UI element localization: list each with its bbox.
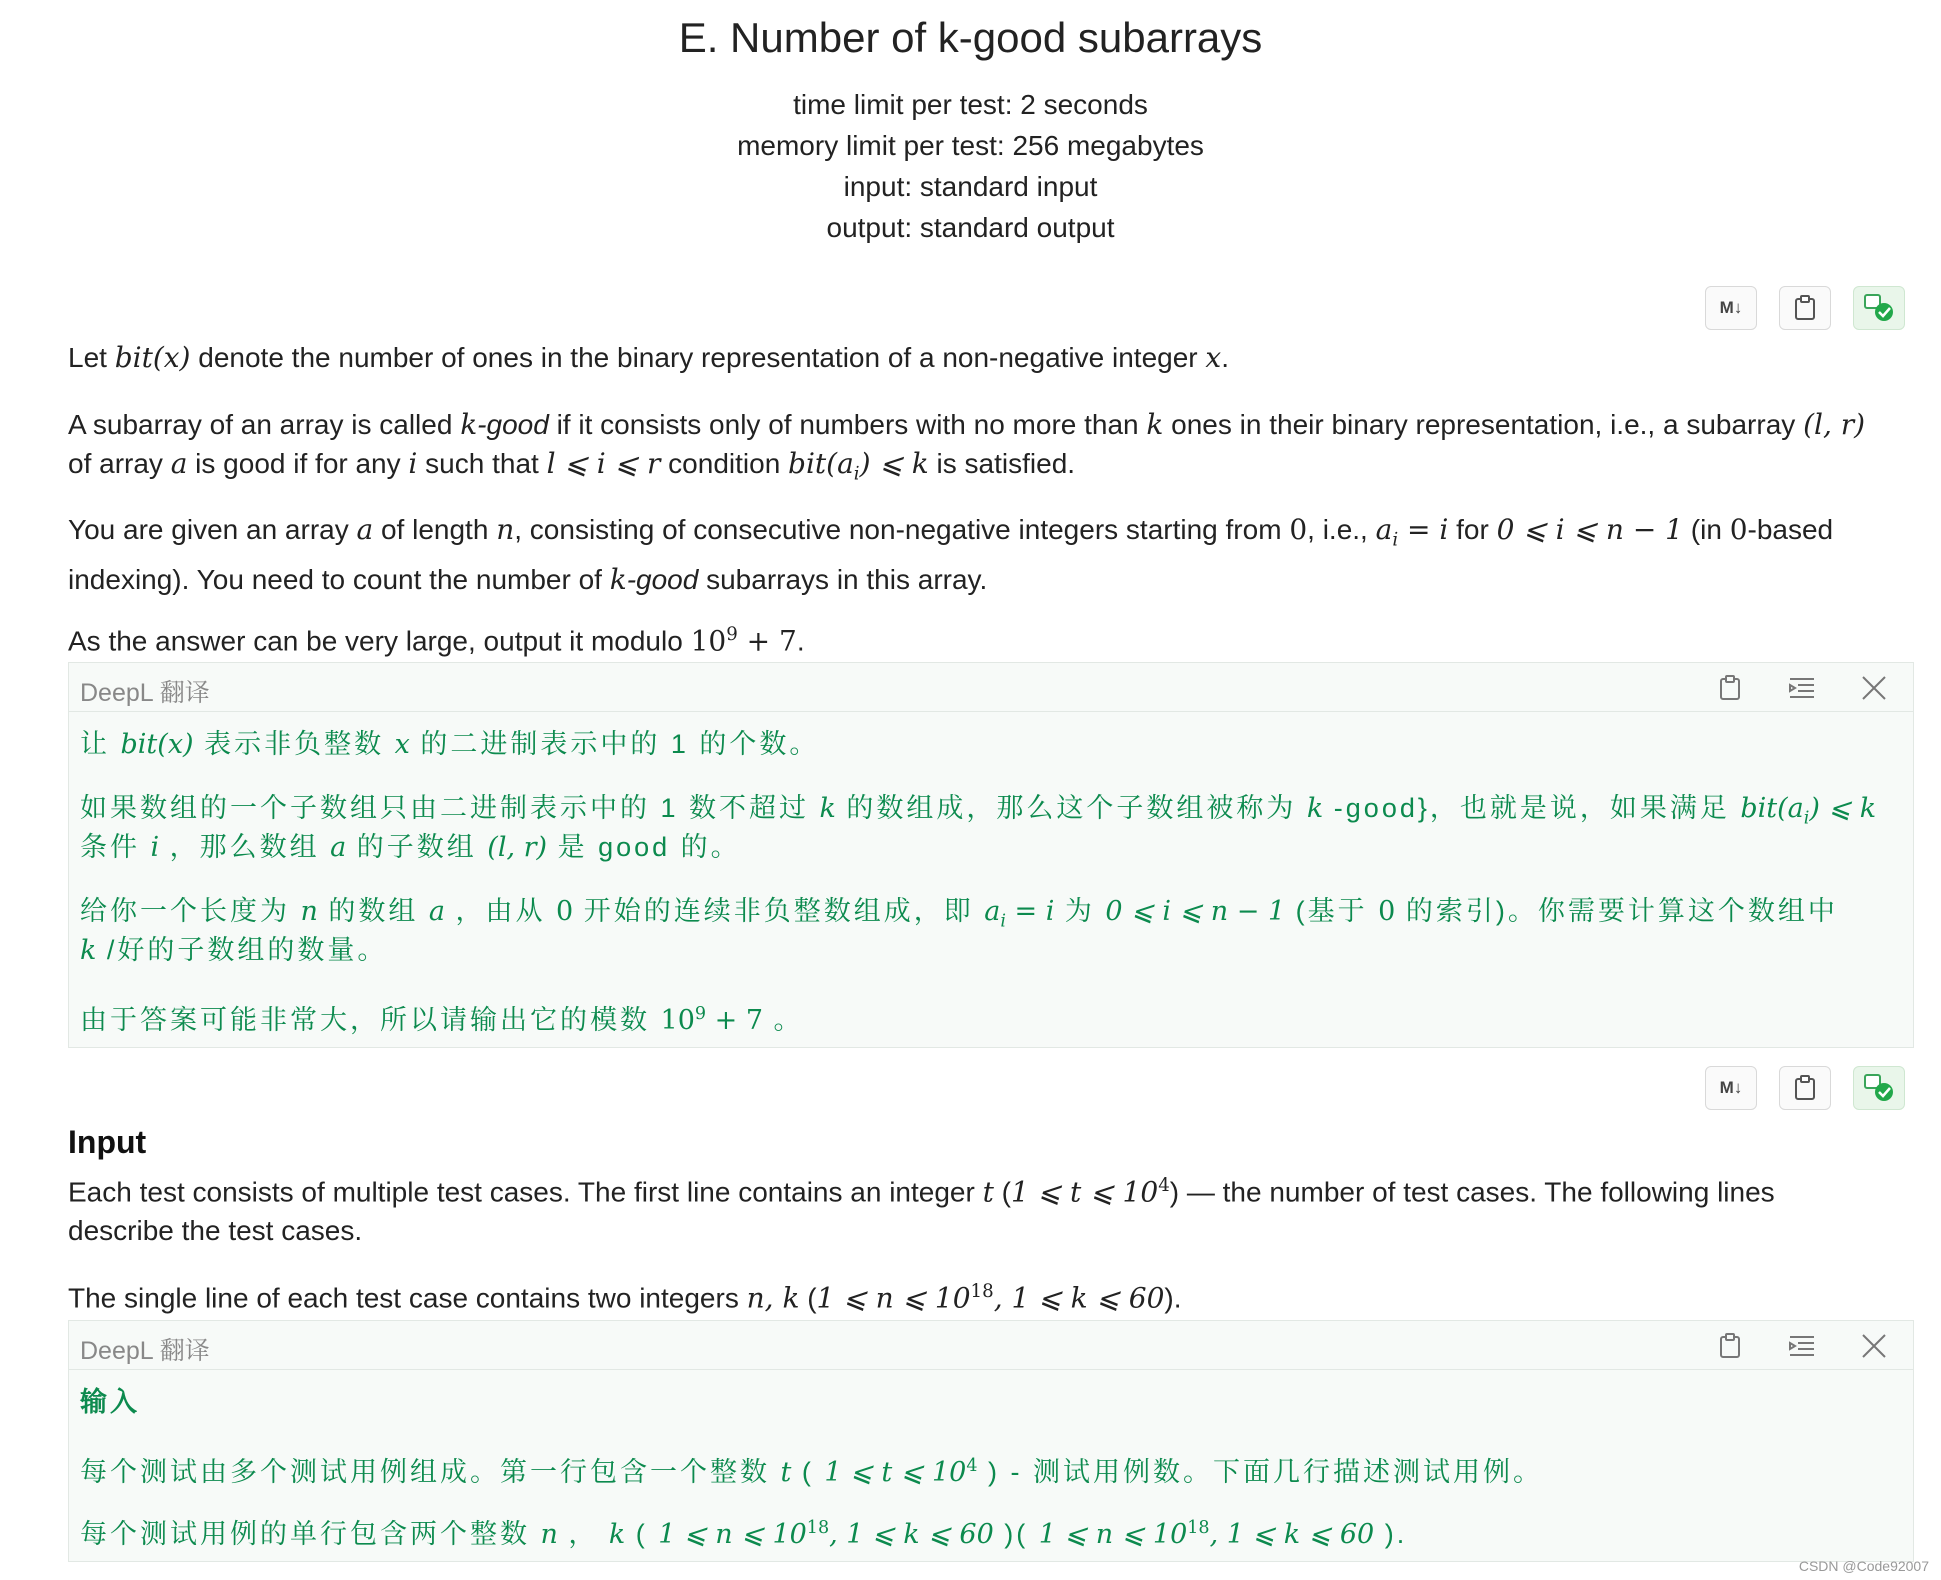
text: 让 xyxy=(80,729,121,759)
text: Each test consists of multiple test cases. The first line contains an integer xyxy=(68,1176,983,1208)
text: As the answer can be very large, output it modulo xyxy=(68,625,691,657)
math: 10 xyxy=(660,1005,695,1036)
text: is satisfied. xyxy=(928,448,1076,479)
markdown-button[interactable] xyxy=(1705,1066,1757,1110)
math: 18 xyxy=(970,1281,994,1302)
text: -good xyxy=(477,409,549,440)
text-align-icon xyxy=(1788,1335,1816,1357)
math: a xyxy=(330,832,347,863)
math: 1 ⩽ t ⩽ 10 xyxy=(1010,1175,1159,1209)
text: 的子数组 xyxy=(346,832,488,862)
watermark: CSDN @Code92007 xyxy=(1798,1558,1929,1574)
text: ，由从 xyxy=(445,896,557,926)
text: ，那么数组 xyxy=(159,832,331,862)
math: n xyxy=(496,513,515,546)
text: -good}，也就是说，如果满足 xyxy=(1323,793,1741,823)
text: for xyxy=(1448,514,1497,545)
deepl-header xyxy=(69,1321,1913,1370)
deepl-label: DeepL 翻译 xyxy=(80,1337,210,1365)
text: 条件 xyxy=(80,832,151,862)
math: 4 xyxy=(966,1456,978,1476)
math: 9 xyxy=(726,624,738,645)
math: 0 xyxy=(1289,513,1308,546)
text: ). xyxy=(1374,1519,1408,1549)
deepl-translation-panel-2 xyxy=(68,1320,1914,1562)
math: + 7 xyxy=(737,624,797,658)
math: k xyxy=(80,935,97,966)
math: i xyxy=(853,463,860,485)
close-icon xyxy=(1861,1333,1887,1359)
text: 开始的连续非负整数组成，即 xyxy=(573,896,985,926)
text: ( xyxy=(625,1519,659,1549)
math: x xyxy=(394,729,410,760)
deepl-close-button[interactable] xyxy=(1857,671,1891,705)
text: 的二进制表示中的 1 的个数。 xyxy=(409,729,820,759)
text: 的索引)。你需要计算这个数组中 xyxy=(1395,896,1838,926)
text: 表示非负整数 xyxy=(193,729,395,759)
deepl-copy-button[interactable] xyxy=(1713,671,1747,705)
text: , consisting of consecutive non-negative integers starting from xyxy=(514,514,1290,545)
math: i xyxy=(408,447,418,480)
text: condition xyxy=(660,448,789,479)
math: 0 xyxy=(1378,896,1396,927)
markdown-label: M↓ xyxy=(1719,298,1743,317)
math: i xyxy=(1000,911,1006,932)
deepl-line-5 xyxy=(80,931,1900,970)
translate-button[interactable] xyxy=(1853,1066,1905,1110)
translate-check-icon xyxy=(1862,1072,1896,1104)
text: 由于答案可能非常大，所以请输出它的模数 xyxy=(80,1005,661,1035)
deepl-close-button[interactable] xyxy=(1857,1329,1891,1363)
input-toolbar xyxy=(1705,1066,1905,1110)
text: ) - 测试用例数。下面几行描述测试用例。 xyxy=(977,1457,1543,1487)
deepl-line-1 xyxy=(80,725,1900,764)
deepl-line-6 xyxy=(80,995,1900,1040)
time-limit: time limit per test: 2 seconds xyxy=(793,89,1148,120)
text: 的数组 xyxy=(317,896,429,926)
math: i xyxy=(150,832,160,863)
math: , 1 ⩽ k ⩽ 60 xyxy=(993,1281,1165,1315)
input-paragraph-1 xyxy=(68,1166,1888,1250)
text: . xyxy=(796,625,805,657)
input-paragraph-2 xyxy=(68,1272,1888,1317)
math: i xyxy=(1392,529,1399,551)
text: ( xyxy=(799,1282,817,1314)
text: -good xyxy=(626,563,699,595)
text: ) — the number of test cases. The following lines describe the test cases. xyxy=(68,1176,1775,1247)
math: a xyxy=(428,896,446,927)
text: , i.e., xyxy=(1307,514,1376,545)
math: k xyxy=(609,562,627,596)
math: 0 ⩽ i ⩽ n − 1 xyxy=(1105,896,1286,927)
math: a xyxy=(356,513,374,546)
deepl-actions xyxy=(1713,671,1891,705)
statement-paragraph-4 xyxy=(68,615,1888,660)
deepl-line-2 xyxy=(80,1447,1900,1492)
text: 每个测试用例的单行包含两个整数 xyxy=(80,1519,541,1549)
text: subarrays in this array. xyxy=(698,563,988,595)
math: ) ⩽ k xyxy=(1809,793,1877,824)
math: 1 ⩽ n ⩽ 10 xyxy=(658,1519,807,1550)
clipboard-icon xyxy=(1794,295,1816,321)
text: 。 xyxy=(763,1005,804,1035)
math: bit(a xyxy=(1740,793,1804,824)
text: You are given an array xyxy=(68,514,357,545)
math: a xyxy=(170,447,188,480)
text: 每个测试由多个测试用例组成。第一行包含一个整数 xyxy=(80,1457,781,1487)
output-type: output: standard output xyxy=(826,212,1115,243)
problem-title: E. Number of k-good subarrays xyxy=(678,14,1263,61)
text: -based indexing). You need to count the number of xyxy=(68,514,1834,595)
text: if it consists only of numbers with no more than xyxy=(548,409,1147,440)
math: a xyxy=(984,896,1001,927)
math: n xyxy=(540,1519,558,1550)
text: ). xyxy=(1164,1282,1182,1314)
deepl-actions xyxy=(1713,1329,1891,1363)
math: l ⩽ i ⩽ r xyxy=(546,447,661,480)
math: 9 xyxy=(694,1004,707,1024)
statement-toolbar xyxy=(1705,286,1905,330)
math: bit(a xyxy=(788,447,854,480)
math: n xyxy=(300,896,318,927)
clipboard-icon xyxy=(1719,1333,1741,1359)
text-align-icon xyxy=(1788,677,1816,699)
text: 是 good 的。 xyxy=(547,832,741,862)
text: The single line of each test case contains two integers xyxy=(68,1282,747,1314)
text: A subarray of an array is called xyxy=(68,409,461,440)
math: k xyxy=(1306,793,1324,824)
math: 0 ⩽ i ⩽ n − 1 xyxy=(1496,513,1683,546)
math: n, k xyxy=(746,1281,800,1315)
deepl-line-1: 输入 xyxy=(80,1387,140,1417)
text: of length xyxy=(373,514,497,545)
deepl-header xyxy=(69,663,1913,712)
clipboard-icon xyxy=(1794,1075,1816,1101)
math: = i xyxy=(1398,513,1449,546)
deepl-line-3 xyxy=(80,1509,1900,1554)
math: x xyxy=(1205,341,1222,374)
text: 的数组成，那么这个子数组被称为 xyxy=(835,793,1307,823)
math: k xyxy=(1146,408,1164,441)
math: = i xyxy=(1005,896,1055,927)
deepl-format-button[interactable] xyxy=(1785,1329,1819,1363)
statement-paragraph-3 xyxy=(68,510,1888,599)
deepl-line-3 xyxy=(80,828,1900,867)
statement-paragraph-1 xyxy=(68,338,1888,377)
deepl-format-button[interactable] xyxy=(1785,671,1819,705)
math: , 1 ⩽ k ⩽ 60 xyxy=(1209,1519,1375,1550)
translate-check-icon xyxy=(1862,292,1896,324)
problem-limits xyxy=(0,84,1941,248)
math: 1 ⩽ t ⩽ 10 xyxy=(824,1457,967,1488)
translate-button[interactable] xyxy=(1853,286,1905,330)
math: 1 ⩽ n ⩽ 10 xyxy=(1038,1519,1188,1550)
math: ) ⩽ k xyxy=(859,447,929,480)
text: . xyxy=(1221,342,1229,373)
text: ， xyxy=(557,1519,609,1549)
math: 18 xyxy=(806,1518,830,1538)
math: 4 xyxy=(1158,1175,1170,1196)
text: 如果数组的一个子数组只由二进制表示中的 1 数不超过 xyxy=(80,793,820,823)
input-heading: Input xyxy=(68,1124,147,1160)
text: Let xyxy=(68,342,115,373)
math: 10 xyxy=(690,624,727,658)
math: a xyxy=(1375,513,1393,546)
text: ( xyxy=(791,1457,825,1487)
math: 1 ⩽ n ⩽ 10 xyxy=(816,1281,971,1315)
clipboard-icon xyxy=(1719,675,1741,701)
math: 18 xyxy=(1187,1518,1210,1538)
math: bit(x) xyxy=(120,729,194,760)
math: t xyxy=(982,1175,994,1209)
text: such that xyxy=(417,448,547,479)
text: is good if for any xyxy=(187,448,409,479)
math: (l, r) xyxy=(1803,408,1866,441)
text: 为 xyxy=(1054,896,1106,926)
text: ( xyxy=(993,1176,1011,1208)
markdown-label: M↓ xyxy=(1719,1078,1743,1097)
text: ones in their binary representation, i.e., a subarray xyxy=(1163,409,1804,440)
text: (基于 xyxy=(1285,896,1379,926)
close-icon xyxy=(1861,675,1887,701)
statement-paragraph-2 xyxy=(68,405,1888,494)
text: /好的子数组的数量。 xyxy=(96,935,388,965)
deepl-copy-button[interactable] xyxy=(1713,1329,1747,1363)
deepl-translation-panel-1 xyxy=(68,662,1914,1048)
memory-limit: memory limit per test: 256 megabytes xyxy=(737,130,1204,161)
math: k xyxy=(819,793,836,824)
math: (l, r) xyxy=(487,832,548,863)
markdown-button[interactable] xyxy=(1705,286,1757,330)
text: denote the number of ones in the binary representation of a non-negative integer xyxy=(190,342,1206,373)
math: k xyxy=(608,1519,626,1550)
copy-button[interactable] xyxy=(1779,1066,1831,1110)
math: + 7 xyxy=(706,1005,763,1036)
text: )( xyxy=(993,1519,1039,1549)
math: t xyxy=(780,1457,792,1488)
math: i xyxy=(1803,808,1810,829)
math: 0 xyxy=(1729,513,1748,546)
math: , 1 ⩽ k ⩽ 60 xyxy=(829,1519,994,1550)
deepl-label: DeepL 翻译 xyxy=(80,679,210,707)
text: 给你一个长度为 xyxy=(80,896,301,926)
copy-button[interactable] xyxy=(1779,286,1831,330)
text: of array xyxy=(68,448,171,479)
input-type: input: standard input xyxy=(843,171,1098,202)
text: (in xyxy=(1683,514,1730,545)
math: bit(x) xyxy=(114,341,191,374)
math: 0 xyxy=(556,896,574,927)
math: k xyxy=(460,408,478,441)
